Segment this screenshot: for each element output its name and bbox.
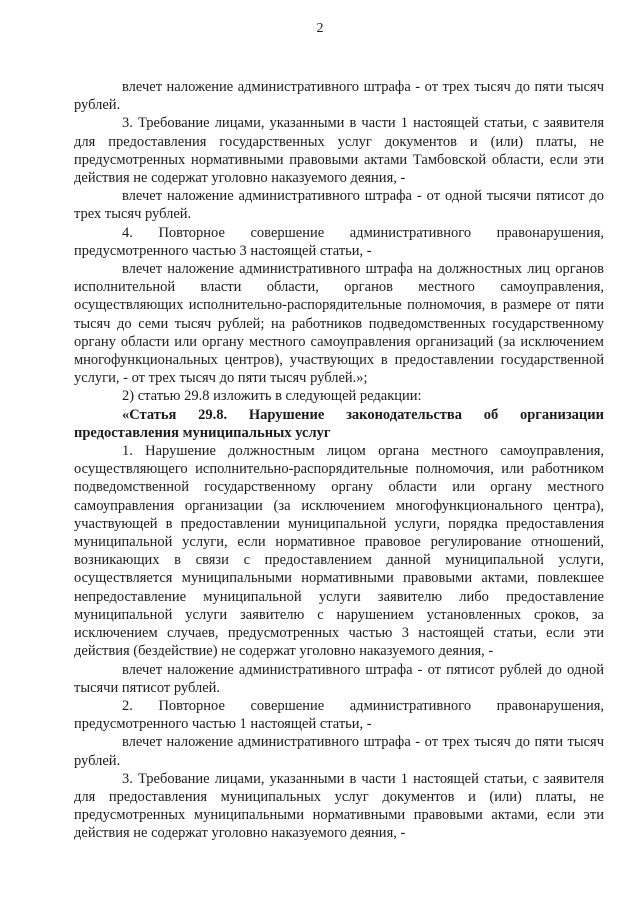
paragraph-article-penalty-1: влечет наложение административного штрафа - от пятисот рублей до одной тысячи пятисот рублей. bbox=[74, 661, 604, 696]
paragraph-penalty-4: влечет наложение административного штрафа на должностных лиц органов исполнительной власти области, органов местного самоуправления, осуществляющих исполнительно-распорядительные полномочия, в размере от пяти тысяч до семи тысяч рублей; на работников подведомственных государственному органу области или органу местного самоуправления организаций (за исключением многофункциональных центров), участвующих в предоставлении государственной услуги, - от трех тысяч до пяти тысяч рублей.»; bbox=[74, 261, 604, 387]
paragraph-article-part-2: 2. Повторное совершение административного правонарушения, предусмотренного частью 1 настоящей статьи, - bbox=[74, 697, 604, 733]
document-body bbox=[74, 78, 604, 843]
paragraph-penalty-3: влечет наложение административного штрафа - от одной тысячи пятисот до трех тысяч рублей. bbox=[74, 188, 604, 223]
paragraph-part-4: 4. Повторное совершение административного правонарушения, предусмотренного частью 3 настоящей статьи, - bbox=[74, 224, 604, 259]
paragraph-article-penalty-2: влечет наложение административного штрафа - от трех тысяч до пяти тысяч рублей. bbox=[74, 734, 604, 769]
page-number: 2 bbox=[316, 21, 324, 36]
paragraph-article-part-1: 1. Нарушение должностным лицом органа местного самоуправления, осуществляющего исполнительно-распорядительные полномочия, или работником подведомственной государственному органу области или органу местного самоуправления организации (за исключением многофункционального центра), участвующей в предоставлении муниципальной услуги, порядка предоставления муниципальной услуги, если нормативное правовое регулирование отношений, возникающих в связи с предоставлением данной муниципальной услуги, осуществляется муниципальными нормативными правовыми актами, повлекшее непредоставление муниципальной услуги заявителю либо предоставление муниципальной услуги заявителю с нарушением установленных сроков, за исключением случаев, предусмотренных частью 3 настоящей статьи, если эти действия (бездействие) не содержат уголовно наказуемого деяния, - bbox=[74, 443, 604, 660]
paragraph-penalty-1: влечет наложение административного штрафа - от трех тысяч до пяти тысяч рублей. bbox=[74, 79, 604, 114]
paragraph-article-part-3: 3. Требование лицами, указанными в части 1 настоящей статьи, с заявителя для предоставления муниципальных услуг документов и (или) платы, не предусмотренных муниципальными нормативными правовыми актами, если эти действия не содержат уголовно наказуемого деяния, - bbox=[74, 770, 604, 842]
paragraph-part-3: 3. Требование лицами, указанными в части 1 настоящей статьи, с заявителя для предоставления государственных услуг документов и (или) платы, не предусмотренных нормативными правовыми актами Тамбовской области, если эти действия не содержат уголовно наказуемого деяния, - bbox=[74, 115, 604, 187]
paragraph-item-2: 2) статью 29.8 изложить в следующей редакции: bbox=[122, 388, 422, 405]
article-heading: «Статья 29.8. Нарушение законодательства об организации предоставления муниципальных услуг bbox=[74, 406, 604, 441]
